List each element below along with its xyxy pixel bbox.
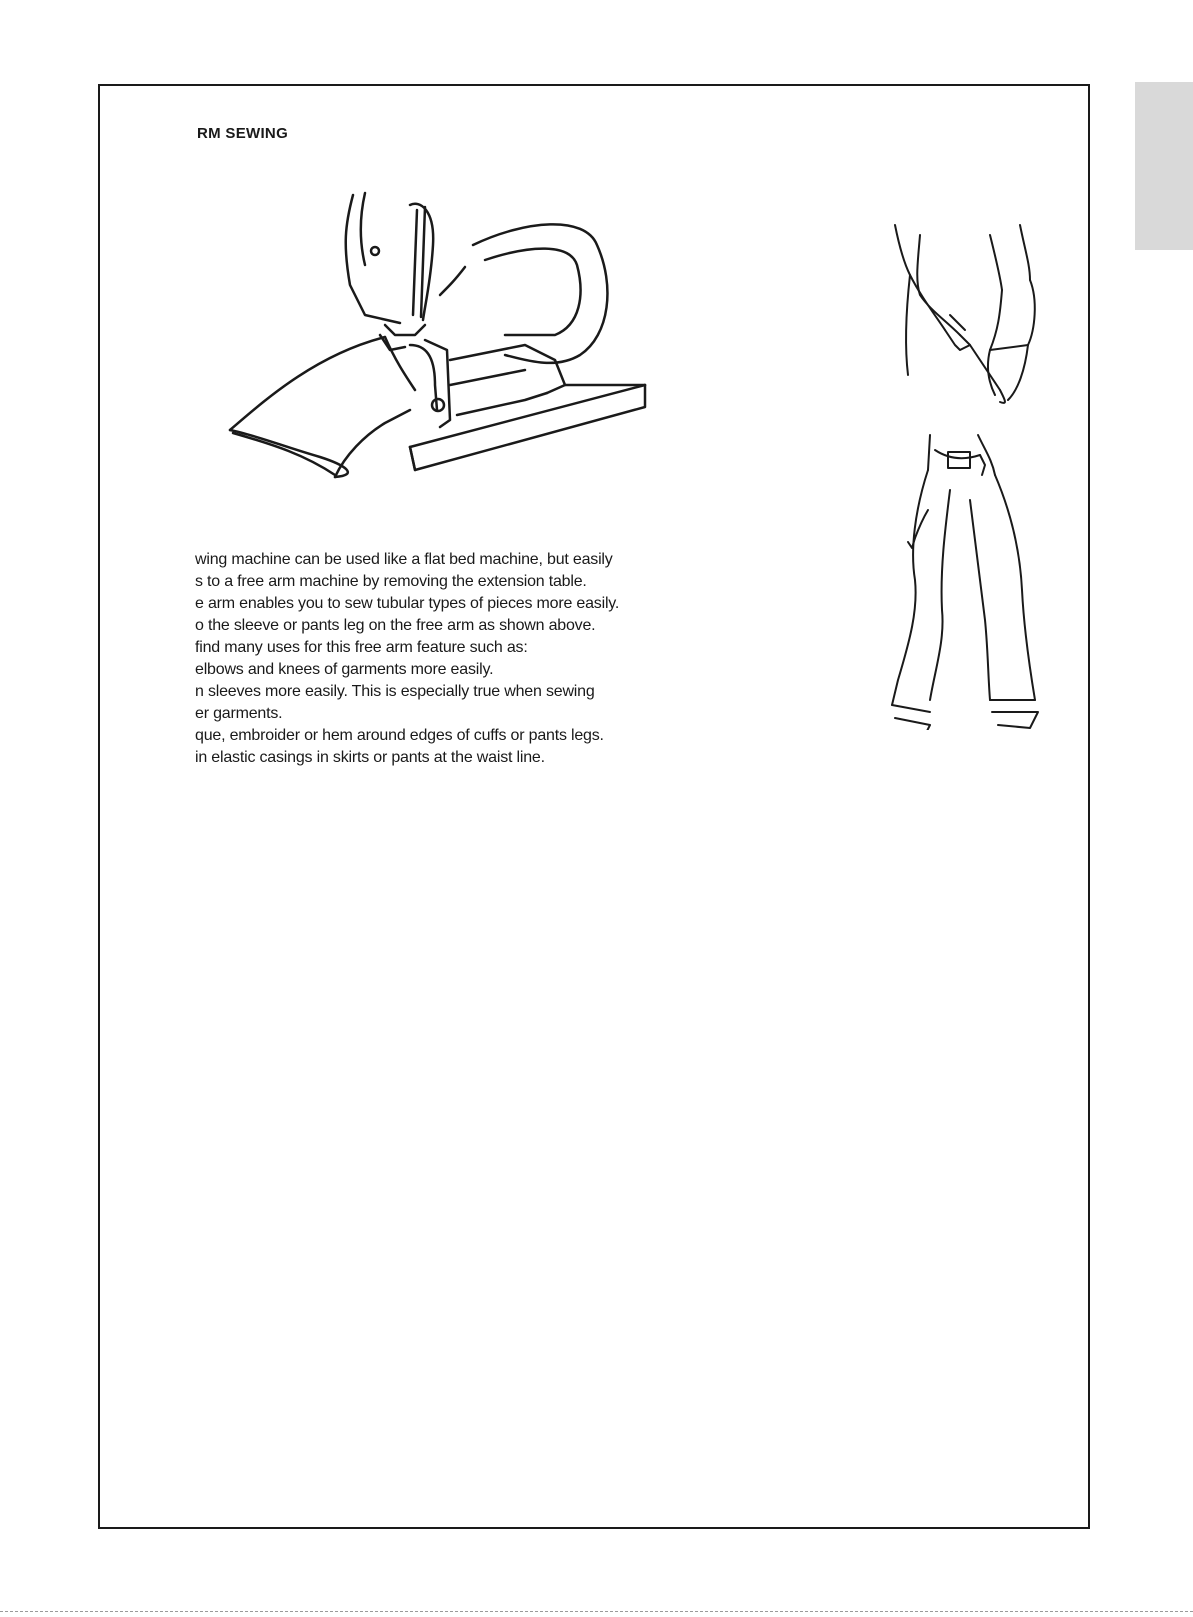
paragraph-line: elbows and knees of garments more easily. <box>195 661 494 678</box>
section-tab <box>1135 82 1193 250</box>
paragraph-line: find many uses for this free arm feature such as: <box>195 639 528 656</box>
paragraph-line: in elastic casings in skirts or pants at the waist line. <box>195 749 545 766</box>
paragraph-line: que, embroider or hem around edges of cuffs or pants legs. <box>195 727 604 744</box>
sleeve-illustration <box>890 220 1060 420</box>
sewing-machine-illustration <box>225 185 675 505</box>
pants-illustration <box>890 430 1060 730</box>
body-paragraph <box>195 549 755 769</box>
paragraph-line: n sleeves more easily. This is especially true when sewing <box>195 683 595 700</box>
paragraph-line: s to a free arm machine by removing the extension table. <box>195 573 587 590</box>
section-heading: RM SEWING <box>197 125 289 142</box>
paragraph-line: o the sleeve or pants leg on the free arm as shown above. <box>195 617 596 634</box>
paragraph-line: er garments. <box>195 705 283 722</box>
bottom-rule <box>0 1611 1193 1612</box>
paragraph-line: wing machine can be used like a flat bed machine, but easily <box>195 551 613 568</box>
paragraph-line: e arm enables you to sew tubular types of pieces more easily. <box>195 595 620 612</box>
